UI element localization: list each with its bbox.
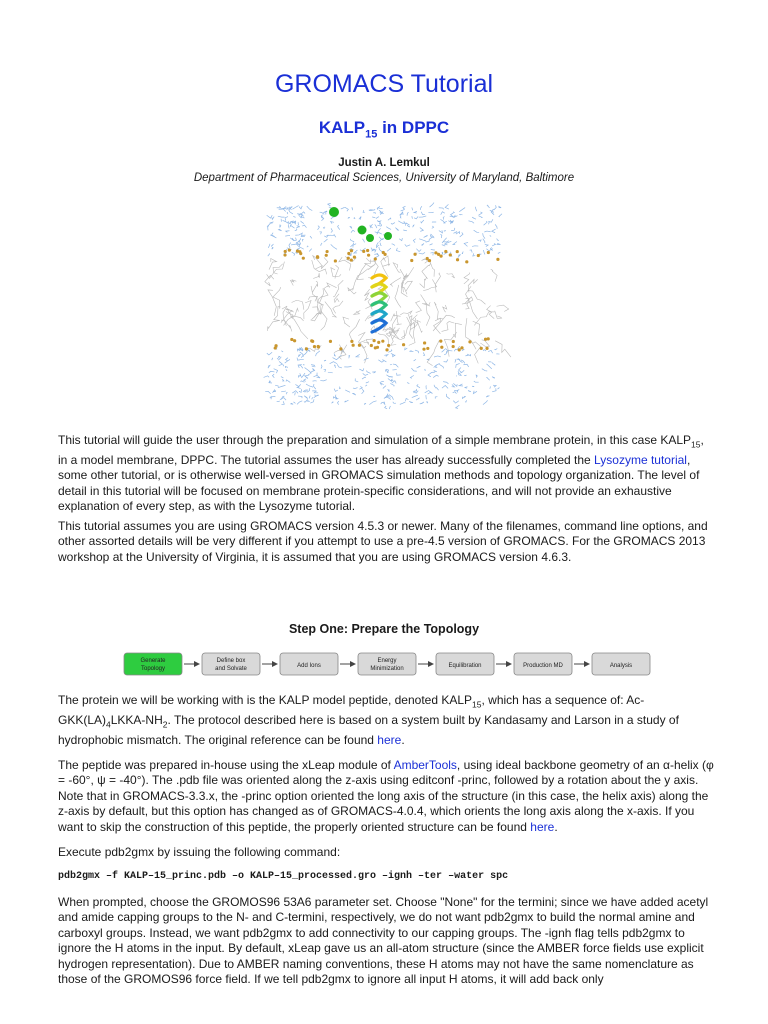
affiliation: Department of Pharmaceutical Sciences, University of Maryland, Baltimore	[193, 172, 575, 184]
ambertools-link[interactable]: AmberTools	[393, 758, 457, 772]
original-reference-link[interactable]: here	[377, 732, 402, 747]
subtitle-rest: in DPPC	[377, 118, 450, 137]
workflow-step-label: Energy	[377, 658, 397, 664]
structure-download-link[interactable]: here	[530, 819, 555, 834]
intro-paragraph-1: This tutorial will guide the user through the preparation and simulation of a simple membrane protein, in this case $KALP_{15}$, in a model membrane, DPPC. The tutorial assumes the user has already successfully completed the Lysozyme tutorial, some other tutorial, or is otherwise well-versed in GROMACS simulation methods and topology organization. The level of detail in this tutorial will be focused on membrane protein-specific considerations, and will not provide an exhaustive explanation of every step, as with the Lysozyme tutorial.	[58, 433, 704, 514]
intro-paragraph-2: This tutorial assumes you are using GROMACS version 4.5.3 or newer. Many of the filenames, command line options, and other assorted details will be very different if you attempt to use a pre-4.5 version of GROMACS. For the GROMACS 2013 workshop at the University of Virginia, it is assumed that you are using GROMACS version 4.6.3.	[58, 519, 708, 564]
body-paragraph-5: Execute pdb2gmx by issuing the following command:	[58, 845, 341, 859]
membrane-simulation-image	[248, 198, 520, 414]
workflow-step-label: Add Ions	[297, 663, 321, 669]
workflow-diagram	[122, 650, 652, 678]
page-subtitle	[0, 118, 768, 140]
workflow-step-label: Minimization	[370, 666, 404, 672]
pdb2gmx-command: pdb2gmx –f KALP–15_princ.pdb –o KALP–15_processed.gro –ignh –ter –water spc	[58, 871, 509, 882]
body-paragraph-3: The protein we will be working with is the KALP model peptide, denoted $KALP_{15}$, which has a sequence of: $Ac-GKK(LA)_4LKKA-NH_2$. The protocol described here is based on a system built by Kandasamy and Larson in a study of hydrophobic mismatch. The original reference can be found here.	[58, 693, 679, 747]
lysozyme-tutorial-link[interactable]: Lysozyme tutorial	[594, 452, 687, 467]
step-heading: Step One: Prepare the Topology	[288, 622, 480, 636]
workflow-step-label: Analysis	[609, 663, 633, 669]
author: Justin A. Lemkul	[338, 157, 430, 169]
workflow-step-label: Topology	[140, 666, 166, 672]
workflow-step-label: Production MD	[523, 663, 563, 669]
workflow-step-label: Equilibration	[448, 663, 482, 669]
subtitle-subscript: 15	[365, 128, 378, 141]
body-paragraph-4: The peptide was prepared in-house using the xLeap module of AmberTools, using ideal backbone geometry of an α-helix (φ = -60°, ψ = -40°). The .pdb file was oriented along the z-axis using editconf -princ, followed by a rotation about the y axis. Note that in GROMACS-3.3.x, the -princ option oriented the long axis of the structure (in this case, the helix axis) along the z-axis by default, but this option has changed as of GROMACS-4.0.4, which orients the long axis along the x-axis. If you want to skip the construction of this peptide, the properly oriented structure can be found here.	[58, 758, 714, 834]
subtitle-main: KALP	[318, 118, 366, 137]
body-paragraph-6: When prompted, choose the GROMOS96 53A6 parameter set. Choose "None" for the termini; since we have added acetyl and amide capping groups to the N- and C-termini, respectively, we do not want pdb2gmx to build the normal amine and carboxyl groups. Instead, we want pdb2gmx to add connectivity to our capping groups. The -ignh flag tells pdb2gmx to ignore the H atoms in the input. By default, xLeap gave us an all-atom structure (since the AMBER force fields use explicit hydrogen representation). Due to AMBER naming conventions, these H atoms may not have the same nomenclature as those of the GROMOS96 force field. If we tell pdb2gmx to ignore all input H atoms, it will add back only	[58, 895, 709, 987]
workflow-step-label: Generate	[140, 658, 166, 664]
workflow-step-label: Define box	[216, 658, 246, 664]
page-title: GROMACS Tutorial	[274, 70, 494, 98]
workflow-step-label: and Solvate	[215, 666, 247, 672]
